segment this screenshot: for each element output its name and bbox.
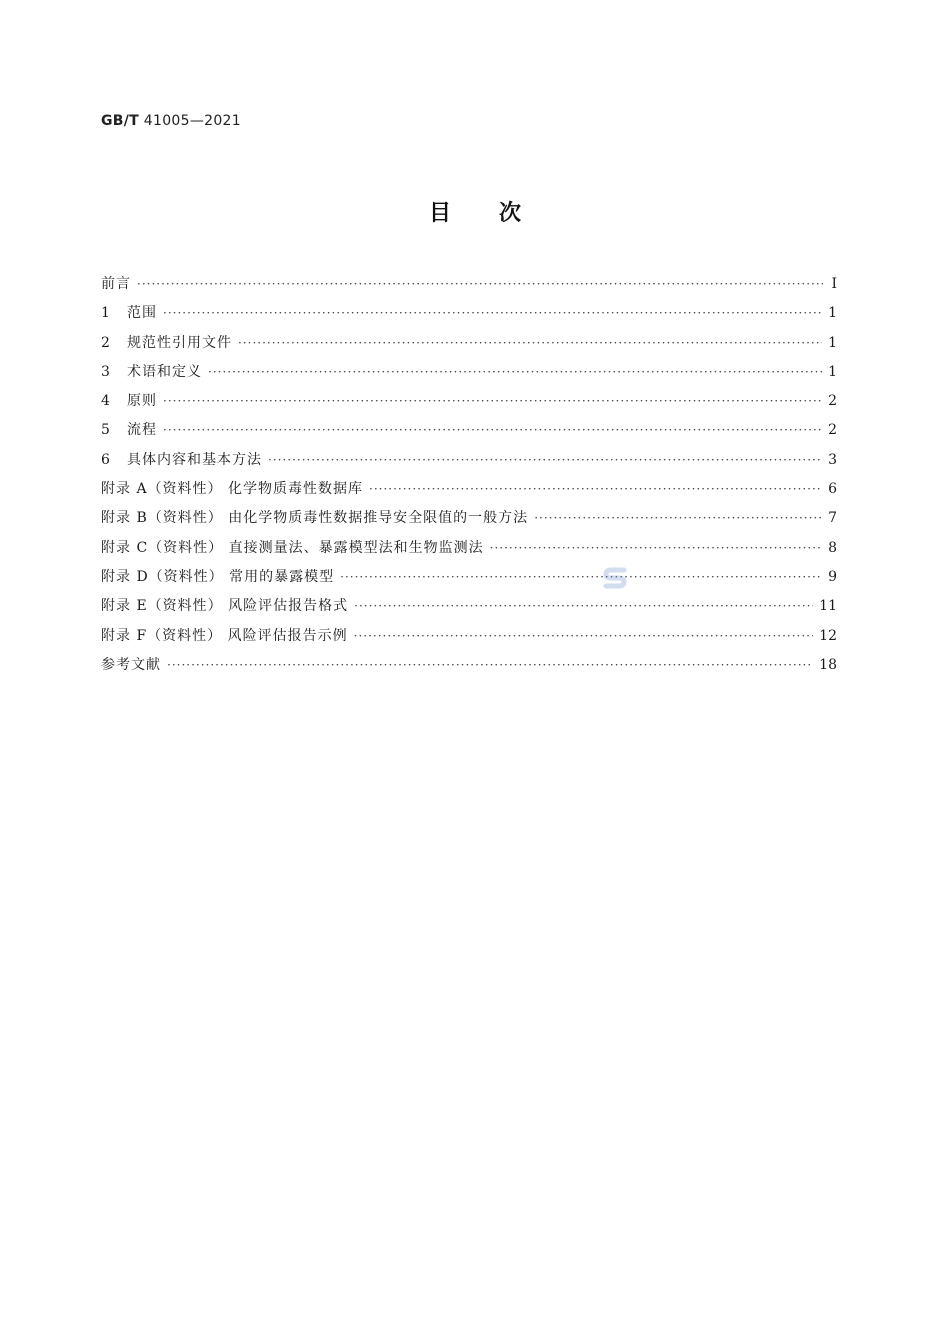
toc-entry-appendix-d[interactable]	[101, 567, 837, 596]
toc-entry-normative-references[interactable]	[101, 333, 837, 362]
document-code-number: 41005—2021	[143, 113, 241, 129]
toc-leader-dots	[490, 538, 822, 558]
toc-leader-dots	[340, 567, 822, 587]
toc-entry-number: 1	[101, 305, 110, 322]
toc-leader-dots	[238, 333, 822, 353]
toc-entry-label: 2 规范性引用文件	[101, 334, 232, 351]
toc-entry-label: 附录 F（资料性） 风险评估报告示例	[101, 627, 348, 644]
toc-entry-page: 3	[828, 451, 837, 468]
document-code-prefix: GB/T	[101, 113, 140, 129]
toc-entry-page: 8	[828, 539, 837, 556]
toc-entry-label: 附录 A（资料性） 化学物质毒性数据库	[101, 481, 364, 498]
toc-entry-label: 5 流程	[101, 422, 157, 439]
toc-entry-appendix-a[interactable]	[101, 479, 837, 508]
toc-entry-page: 1	[828, 363, 837, 380]
toc-entry-number: 6	[101, 451, 110, 468]
toc-entry-label: 前言	[101, 276, 131, 292]
toc-title: 目次	[428, 201, 569, 226]
toc-entry-page: Ⅰ	[831, 276, 837, 292]
toc-entry-appendix-f[interactable]	[101, 626, 837, 655]
document-code	[101, 113, 241, 129]
toc-leader-dots	[163, 420, 822, 440]
toc-leader-dots	[163, 391, 822, 411]
toc-leader-dots	[163, 303, 822, 323]
toc-entry-number: 5	[101, 422, 110, 439]
toc-entry-page: 2	[828, 422, 837, 439]
toc-entry-scope[interactable]	[101, 303, 837, 332]
toc-entry-label: 6 具体内容和基本方法	[101, 451, 262, 468]
toc-entry-page: 1	[828, 305, 837, 322]
toc-leader-dots	[369, 479, 822, 499]
toc-entry-label: 参考文献	[101, 656, 161, 673]
toc-entry-bibliography[interactable]	[101, 655, 837, 684]
toc-entry-process[interactable]	[101, 420, 837, 449]
toc-entry-label: 附录 B（资料性） 由化学物质毒性数据推导安全限值的一般方法	[101, 510, 529, 527]
toc-entry-methods[interactable]	[101, 450, 837, 479]
toc-entry-terms[interactable]	[101, 362, 837, 391]
toc-entry-appendix-e[interactable]	[101, 596, 837, 625]
toc-entry-appendix-b[interactable]	[101, 508, 837, 537]
toc-leader-dots	[208, 362, 822, 382]
watermark-s-icon	[602, 566, 628, 590]
toc-entry-page: 1	[828, 334, 837, 351]
toc-leader-dots	[354, 626, 814, 646]
toc-entry-page: 7	[828, 510, 837, 527]
toc-entry-number: 4	[101, 393, 110, 410]
toc-entry-page: 12	[819, 627, 837, 644]
toc-leader-dots	[354, 596, 813, 616]
toc-entry-principles[interactable]	[101, 391, 837, 420]
toc-entry-appendix-c[interactable]	[101, 538, 837, 567]
toc-entry-page: 11	[819, 598, 837, 615]
toc-leader-dots	[167, 655, 813, 675]
toc-leader-dots	[534, 508, 822, 528]
toc-entry-label: 附录 D（资料性） 常用的暴露模型	[101, 568, 335, 585]
toc-entry-foreword[interactable]	[101, 274, 837, 303]
toc-entry-label: 附录 E（资料性） 风险评估报告格式	[101, 598, 349, 615]
toc-leader-dots	[137, 274, 823, 294]
toc-entry-page: 9	[828, 568, 837, 585]
toc-entry-label: 3 术语和定义	[101, 363, 202, 380]
toc-entry-number: 3	[101, 363, 110, 380]
toc-list	[101, 274, 837, 684]
toc-entry-label: 1 范围	[101, 305, 157, 322]
toc-entry-number: 2	[101, 334, 110, 351]
toc-entry-page: 2	[828, 393, 837, 410]
toc-entry-label: 4 原则	[101, 393, 157, 410]
toc-entry-label: 附录 C（资料性） 直接测量法、暴露模型法和生物监测法	[101, 539, 484, 556]
toc-entry-page: 18	[819, 656, 837, 673]
toc-entry-page: 6	[828, 481, 837, 498]
toc-leader-dots	[268, 450, 822, 470]
